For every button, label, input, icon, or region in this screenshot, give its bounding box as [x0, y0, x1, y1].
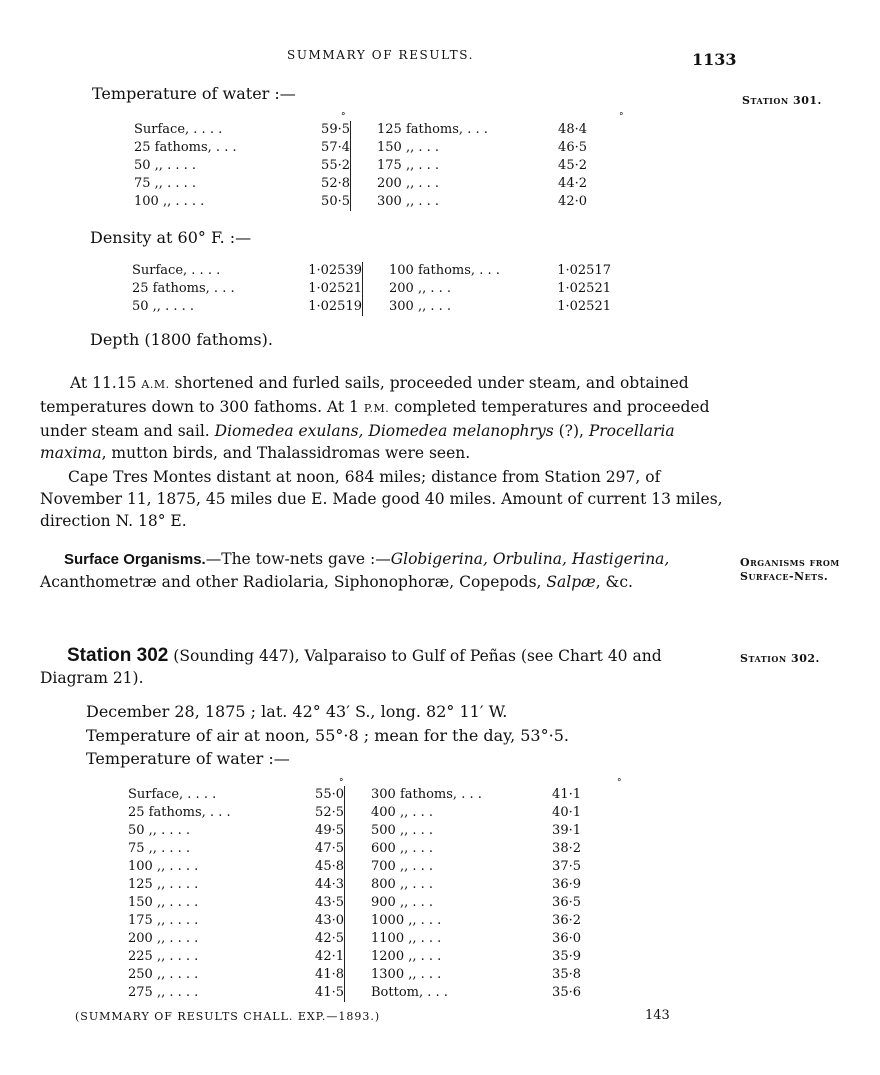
row-label: 1000 ,, . . .: [345, 912, 542, 930]
signature-mark: 143: [645, 1008, 670, 1023]
table-row: [128, 786, 581, 804]
row-value: 41·1: [552, 787, 581, 802]
row-value: 36·9: [552, 877, 581, 892]
row-value: 57·4: [321, 140, 350, 155]
row-label: 200 ,, . . .: [351, 175, 548, 193]
text-line: Surface Organisms.—The tow-nets gave :—Globigerina, Orbulina, Hastigerina,: [64, 550, 670, 568]
table-row: [132, 262, 611, 280]
side-label-line: Organisms from: [740, 556, 840, 569]
row-label: Surface, . . . .: [132, 263, 221, 278]
row-value: 46·5: [558, 140, 587, 155]
degree-mark: °: [617, 778, 622, 788]
row-value: 52·5: [315, 805, 344, 820]
table-row: [128, 822, 581, 840]
row-label: 500 ,, . . .: [345, 822, 542, 840]
table-row: [134, 157, 587, 175]
row-value: 39·1: [552, 823, 581, 838]
table-row: [128, 948, 581, 966]
row-value: 45·8: [315, 859, 344, 874]
s302-side-label: Station 302.: [740, 652, 820, 665]
row-value: 1·02539: [308, 263, 362, 278]
text-line: maxima, mutton birds, and Thalassidromas were seen.: [40, 444, 471, 462]
text-line: Station 302 (Sounding 447), Valparaiso to Gulf of Peñas (see Chart 40 and: [67, 645, 662, 666]
row-value: 35·6: [552, 985, 581, 1000]
text-line: At 11.15 A.M. shortened and furled sails, proceeded under steam, and obtained: [70, 374, 689, 392]
row-label: Bottom, . . .: [345, 984, 542, 1002]
table-row: [128, 840, 581, 858]
s301-density-table: [132, 262, 611, 316]
s302-date-line: December 28, 1875 ; lat. 42° 43′ S., long. 82° 11′ W.: [86, 702, 508, 721]
row-label: 700 ,, . . .: [345, 858, 542, 876]
row-value: 40·1: [552, 805, 581, 820]
table-row: [128, 858, 581, 876]
running-title: SUMMARY OF RESULTS.: [287, 48, 475, 62]
row-label: 275 ,, . . . .: [128, 985, 199, 1000]
side-label-line: Surface-Nets.: [740, 570, 829, 583]
text-line: direction N. 18° E.: [40, 512, 187, 530]
text-line: Acanthometræ and other Radiolaria, Siphonophoræ, Copepods, Salpæ, &c.: [40, 573, 633, 591]
row-label: 50 ,, . . . .: [134, 158, 196, 173]
text-line: temperatures down to 300 fathoms. At 1 P.M. completed temperatures and proceeded: [40, 398, 710, 416]
row-value: 47·5: [315, 841, 344, 856]
row-value: 44·2: [558, 176, 587, 191]
station-302-heading: Station 302: [67, 645, 169, 666]
row-label: 150 ,, . . . .: [128, 895, 199, 910]
row-label: 50 ,, . . . .: [128, 823, 190, 838]
row-label: 125 ,, . . . .: [128, 877, 199, 892]
row-value: 1·02521: [308, 281, 362, 296]
s301-water-heading: Temperature of water :—: [92, 84, 296, 103]
table-row: [128, 894, 581, 912]
row-value: 55·0: [315, 787, 344, 802]
table-row: [128, 984, 581, 1002]
table-row: [134, 121, 587, 139]
s302-water-heading: Temperature of water :—: [86, 749, 290, 768]
row-value: 59·5: [321, 122, 350, 137]
row-value: 43·5: [315, 895, 344, 910]
text-line: Cape Tres Montes distant at noon, 684 miles; distance from Station 297, of: [68, 468, 661, 486]
row-label: 50 ,, . . . .: [132, 299, 194, 314]
row-label: 600 ,, . . .: [345, 840, 542, 858]
row-label: 150 ,, . . .: [351, 139, 548, 157]
s301-density-heading: Density at 60° F. :—: [90, 228, 252, 247]
table-row: [128, 930, 581, 948]
table-row: [134, 175, 587, 193]
row-label: 225 ,, . . . .: [128, 949, 199, 964]
row-value: 50·5: [321, 194, 350, 209]
row-label: 175 ,, . . .: [351, 157, 548, 175]
row-label: 125 fathoms, . . .: [351, 121, 548, 139]
row-label: 25 fathoms, . . .: [132, 281, 235, 296]
row-value: 1·02519: [308, 299, 362, 314]
row-label: 1300 ,, . . .: [345, 966, 542, 984]
row-label: 300 ,, . . .: [363, 298, 552, 316]
row-value: 1·02517: [557, 263, 611, 278]
table-row: [134, 193, 587, 211]
row-value: 42·1: [315, 949, 344, 964]
row-value: 38·2: [552, 841, 581, 856]
row-label: 200 ,, . . .: [363, 280, 552, 298]
table-row: [128, 804, 581, 822]
page-number: 1133: [692, 50, 737, 69]
row-value: 43·0: [315, 913, 344, 928]
row-value: 35·9: [552, 949, 581, 964]
row-value: 41·8: [315, 967, 344, 982]
row-label: 100 ,, . . . .: [134, 194, 205, 209]
row-value: 41·5: [315, 985, 344, 1000]
row-label: 200 ,, . . . .: [128, 931, 199, 946]
row-value: 36·0: [552, 931, 581, 946]
row-value: 42·5: [315, 931, 344, 946]
row-value: 48·4: [558, 122, 587, 137]
table-row: [132, 280, 611, 298]
row-value: 42·0: [558, 194, 587, 209]
text-line: November 11, 1875, 45 miles due E. Made good 40 miles. Amount of current 13 miles,: [40, 490, 723, 508]
row-value: 55·2: [321, 158, 350, 173]
row-label: 250 ,, . . . .: [128, 967, 199, 982]
row-value: 36·2: [552, 913, 581, 928]
footer-imprint: (SUMMARY OF RESULTS CHALL. EXP.—1893.): [75, 1010, 381, 1023]
organisms-side-label: [740, 556, 840, 584]
row-label: Surface, . . . .: [128, 787, 217, 802]
row-value: 52·8: [321, 176, 350, 191]
row-label: 75 ,, . . . .: [134, 176, 196, 191]
row-value: 1·02521: [557, 299, 611, 314]
row-label: 1100 ,, . . .: [345, 930, 542, 948]
s301-depth: Depth (1800 fathoms).: [90, 330, 273, 349]
degree-mark: °: [341, 112, 346, 122]
table-row: [128, 876, 581, 894]
row-label: 100 fathoms, . . .: [363, 262, 552, 280]
row-label: 900 ,, . . .: [345, 894, 542, 912]
s302-title: [40, 645, 726, 689]
row-label: 1200 ,, . . .: [345, 948, 542, 966]
s301-paragraph-2: [40, 466, 726, 532]
row-value: 36·5: [552, 895, 581, 910]
row-label: 400 ,, . . .: [345, 804, 542, 822]
s301-organisms: [40, 548, 726, 593]
table-row: [134, 139, 587, 157]
row-label: 25 fathoms, . . .: [128, 805, 231, 820]
row-label: 300 ,, . . .: [351, 193, 548, 211]
text-line: under steam and sail. Diomedea exulans, Diomedea melanophrys (?), Procellaria: [40, 422, 675, 440]
row-label: 75 ,, . . . .: [128, 841, 190, 856]
row-label: Surface, . . . .: [134, 122, 223, 137]
row-value: 44·3: [315, 877, 344, 892]
row-label: 300 fathoms, . . .: [345, 786, 542, 804]
s301-water-table: [134, 121, 587, 211]
table-row: [128, 912, 581, 930]
table-row: [132, 298, 611, 316]
degree-mark: °: [339, 778, 344, 788]
row-value: 49·5: [315, 823, 344, 838]
row-value: 37·5: [552, 859, 581, 874]
row-label: 100 ,, . . . .: [128, 859, 199, 874]
s301-side-label: Station 301.: [742, 94, 822, 107]
row-label: 25 fathoms, . . .: [134, 140, 237, 155]
row-label: 175 ,, . . . .: [128, 913, 199, 928]
row-value: 45·2: [558, 158, 587, 173]
s302-water-table: [128, 786, 581, 1002]
table-row: [128, 966, 581, 984]
degree-mark: °: [619, 112, 624, 122]
row-label: 800 ,, . . .: [345, 876, 542, 894]
s302-air-line: Temperature of air at noon, 55°·8 ; mean for the day, 53°·5.: [86, 726, 569, 745]
s301-paragraph-1: [40, 372, 726, 464]
row-value: 1·02521: [557, 281, 611, 296]
row-value: 35·8: [552, 967, 581, 982]
text-line: Diagram 21).: [40, 669, 144, 687]
